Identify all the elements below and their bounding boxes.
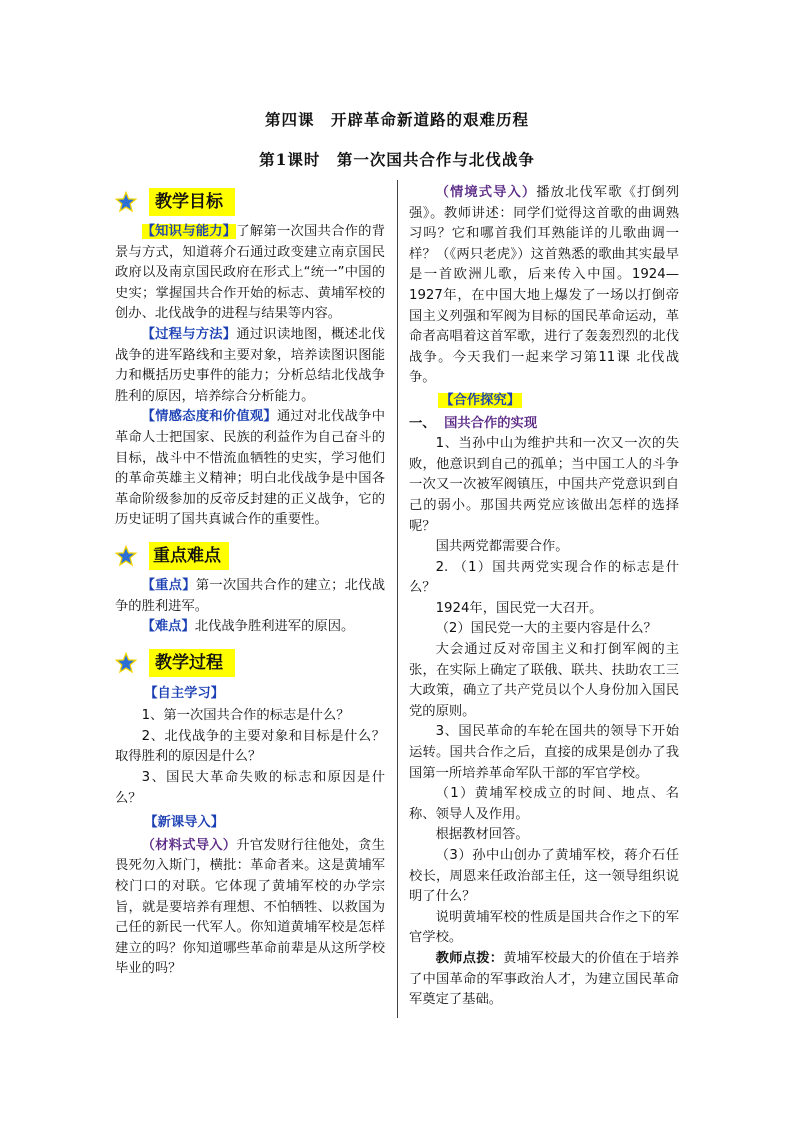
- text-scenario: 播放北伐军歌《打倒列强》。教师讲述：同学们觉得这首歌的曲调熟习吗？它和哪首我们耳熟能详的儿歌曲调一样？（《两只老虎》）这首熟悉的歌曲其实最早是一首欧洲儿歌，后来传入中国。1924—1927年，在中国大地上爆发了一场以打倒帝国主义列强和军阀为目标的国民革命运动，革命者高唱着这首军歌，进行了轰轰烈烈的北伐战争。今天我们一起来学习第11课 北伐战争。: [409, 185, 680, 386]
- question-3-1: （1）黄埔军校成立的时间、地点、名称、领导人及作用。: [409, 786, 679, 822]
- paragraph-1: 1、当孙中山为维护共和一次又一次的失败，他意识到自己的孤单；当中国工人的斗争一次又一次被军阀镇压，中国共产党意识到自己的弱小。那国共两党应该做出怎样的选择呢？: [409, 436, 679, 534]
- key-point: [115, 576, 385, 617]
- section-header-process: [115, 646, 385, 680]
- section-title: 教学目标: [149, 188, 235, 216]
- scenario-intro: [409, 183, 679, 389]
- material-intro: [115, 836, 385, 980]
- star-icon: [115, 191, 137, 213]
- teacher-note: [409, 949, 679, 1011]
- answer-2-1: 1924年，国民党一大召开。: [435, 600, 603, 616]
- subhead-self-study: 【自主学习】: [144, 685, 225, 701]
- section-header-objectives: [115, 185, 385, 219]
- text-emotion: 通过对北伐战争中革命人士把国家、民族的利益作为自己奋斗的目标，战斗中不惜流血牺牲的史实，学习他们的革命英雄主义精神；明白北伐战争是中国各革命阶级参加的反帝反封建的正义战争，它的历史证明了国共真诚合作的重要性。: [115, 409, 386, 528]
- star-icon: [115, 545, 137, 567]
- section-heading-1: 一、 国共合作的实现: [409, 415, 538, 431]
- left-column: [115, 183, 385, 980]
- label-material: （材料式导入）: [141, 837, 237, 853]
- objective-method: [115, 325, 385, 407]
- label-knowledge: 【知识与能力】: [141, 224, 237, 239]
- label-method: 【过程与方法】: [141, 326, 237, 342]
- section-header-keypoints: [115, 539, 385, 573]
- label-scenario: （情境式导入）: [435, 185, 537, 200]
- objective-knowledge: [115, 222, 385, 325]
- question-2: 2、北伐战争的主要对象和目标是什么？取得胜利的原因是什么？: [115, 728, 385, 765]
- label-emotion: 【情感态度和价值观】: [141, 409, 277, 425]
- label-teacher-note: 教师点拨：: [435, 950, 504, 966]
- subhead-new-lesson: 【新课导入】: [144, 815, 225, 831]
- question-2-1: 2. （1）国共两党实现合作的标志是什么？: [409, 559, 679, 596]
- text-knowledge: 了解第一次国共合作的背景与方式，知道蒋介石通过政变建立南京国民政府以及南京国民政府在形式上“统一”中国的史实；掌握国共合作开始的标志、黄埔军校的创办、北伐战争的进程与结果等内容。: [115, 224, 386, 322]
- difficult-point: [115, 617, 385, 638]
- text-method: 通过识读地图，概述北伐战争的进军路线和主要对象，培养读图识图能力和概括历史事件的能力；分析总结北伐战争胜利的原因，培养综合分析能力。: [115, 326, 386, 404]
- question-1: 1、第一次国共合作的标志是什么？: [141, 708, 350, 724]
- text-teacher-note: 黄埔军校最大的价值在于培养了中国革命的军事政治人才，为建立国民革命军奠定了基础。: [409, 950, 680, 1008]
- right-column: [409, 183, 679, 1011]
- answer-1: 国共两党都需要合作。: [435, 539, 569, 555]
- answer-3-3: 说明黄埔军校的性质是国共合作之下的军官学校。: [409, 909, 679, 946]
- section-title: 教学过程: [149, 649, 235, 677]
- text-material: 升官发财行往他处，贪生畏死勿入斯门，横批：革命者来。这是黄埔军校门口的对联。它体现了黄埔军校的办学宗旨，就是要培养有理想、不怕牺牲、以救国为己任的新民一代军人。你知道黄埔军校是怎样建立的吗？你知道哪些革命前辈是从这所学校毕业的吗？: [115, 837, 386, 977]
- star-icon: [115, 652, 137, 674]
- answer-2-2: 大会通过反对帝国主义和打倒军阀的主张，在实际上确定了联俄、联共、扶助农工三大政策，确立了共产党员以个人身份加入国民党的原则。: [409, 642, 679, 719]
- period-title: 第1课时 第一次国共合作与北伐战争: [259, 150, 535, 169]
- text-key: 第一次国共合作的建立；北伐战争的胜利进军。: [115, 577, 386, 614]
- question-2-2: （2）国民党一大的主要内容是什么？: [435, 621, 657, 637]
- section-title: 重点难点: [149, 542, 229, 570]
- question-3-3: （3）孙中山创办了黄埔军校，蒋介石任校长，周恩来任政治部主任，这一领导组织说明了什么？: [409, 848, 679, 905]
- question-3: 3、国民大革命失败的标志和原因是什么？: [115, 770, 385, 806]
- column-divider: [397, 180, 398, 1018]
- label-difficult: 【难点】: [141, 619, 195, 635]
- label-key: 【重点】: [141, 577, 196, 593]
- paragraph-3: 3、国民革命的车轮在国共的领导下开始运转。国共合作之后，直接的成果是创办了我国第一所培养革命军队干部的军官学校。: [409, 724, 679, 781]
- lesson-title: 第四课 开辟革命新道路的艰难历程: [264, 110, 529, 129]
- objective-emotion: [115, 407, 385, 531]
- text-difficult: 北伐战争胜利进军的原因。: [194, 619, 355, 635]
- subhead-cooperation: 【合作探究】: [440, 392, 521, 408]
- answer-3-1: 根据教材回答。: [435, 827, 529, 843]
